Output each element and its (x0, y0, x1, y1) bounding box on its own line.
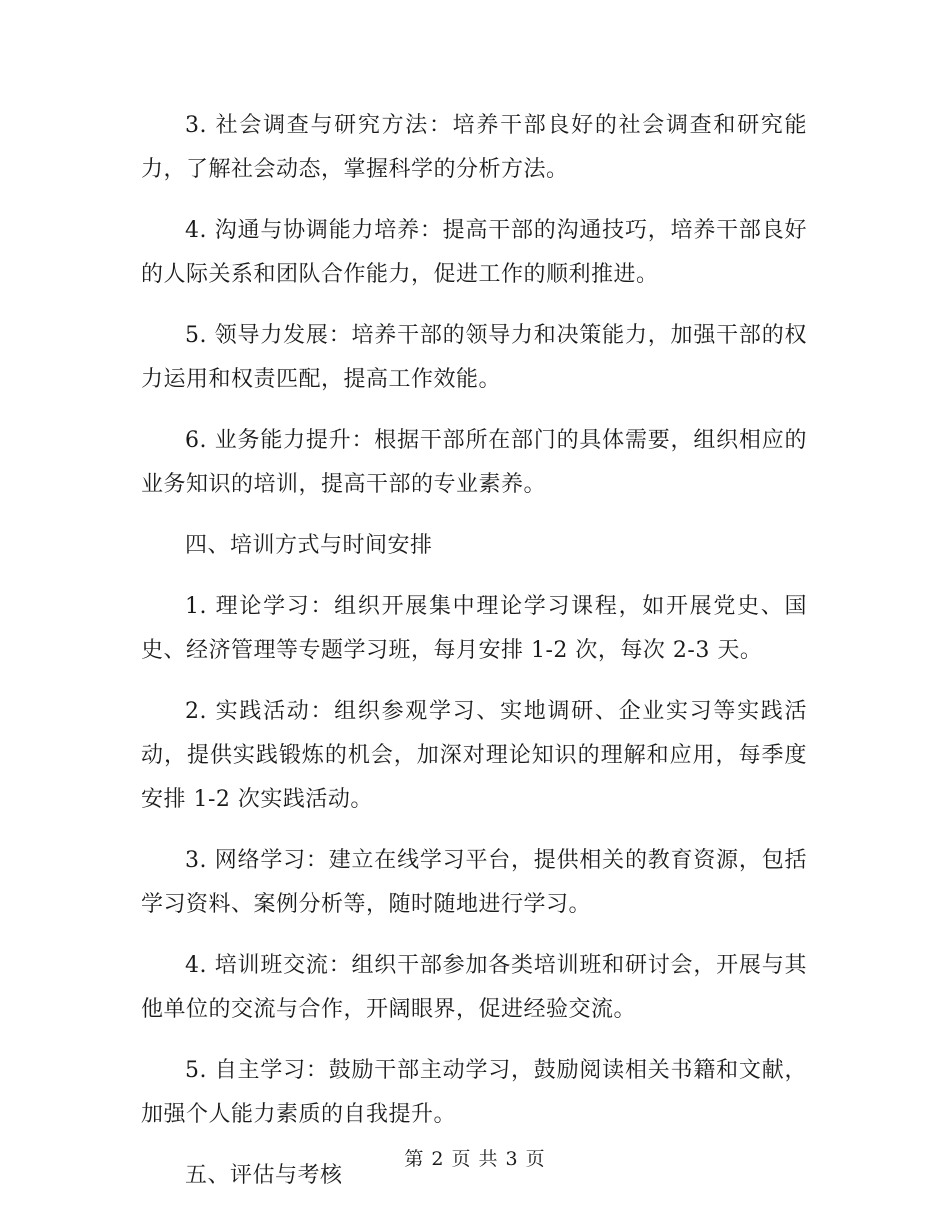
paragraph-practice-activities: 2. 实践活动：组织参观学习、实地调研、企业实习等实践活动，提供实践锻炼的机会，加深对理论知识的理解和应用，每季度安排 1-2 次实践活动。 (141, 699, 807, 812)
paragraph-leadership: 5. 领导力发展：培养干部的领导力和决策能力，加强干部的权力运用和权责匹配，提高工作效能。 (141, 323, 807, 392)
document-body (141, 104, 807, 1215)
page-number-footer: 第 2 页 共 3 页 (404, 1148, 546, 1170)
section-heading-evaluation: 五、评估与考核 (185, 1163, 343, 1188)
paragraph-online-learning: 3. 网络学习：建立在线学习平台，提供相关的教育资源，包括学习资料、案例分析等，随时随地进行学习。 (141, 848, 807, 917)
paragraph-training-exchange: 4. 培训班交流：组织干部参加各类培训班和研讨会，开展与其他单位的交流与合作，开阔眼界，促进经验交流。 (141, 953, 807, 1022)
paragraph-communication: 4. 沟通与协调能力培养：提高干部的沟通技巧，培养干部良好的人际关系和团队合作能力，促进工作的顺利推进。 (141, 218, 807, 287)
paragraph-self-study: 5. 自主学习：鼓励干部主动学习，鼓励阅读相关书籍和文献，加强个人能力素质的自我提升。 (141, 1058, 807, 1127)
paragraph-business-ability: 6. 业务能力提升：根据干部所在部门的具体需要，组织相应的业务知识的培训，提高干部的专业素养。 (141, 428, 807, 497)
paragraph-theory-study: 1. 理论学习：组织开展集中理论学习课程，如开展党史、国史、经济管理等专题学习班，每月安排 1-2 次，每次 2-3 天。 (141, 594, 807, 663)
section-heading-training-methods: 四、培训方式与时间安排 (185, 533, 433, 558)
paragraph-social-research: 3. 社会调查与研究方法：培养干部良好的社会调查和研究能力，了解社会动态，掌握科学的分析方法。 (141, 113, 807, 182)
